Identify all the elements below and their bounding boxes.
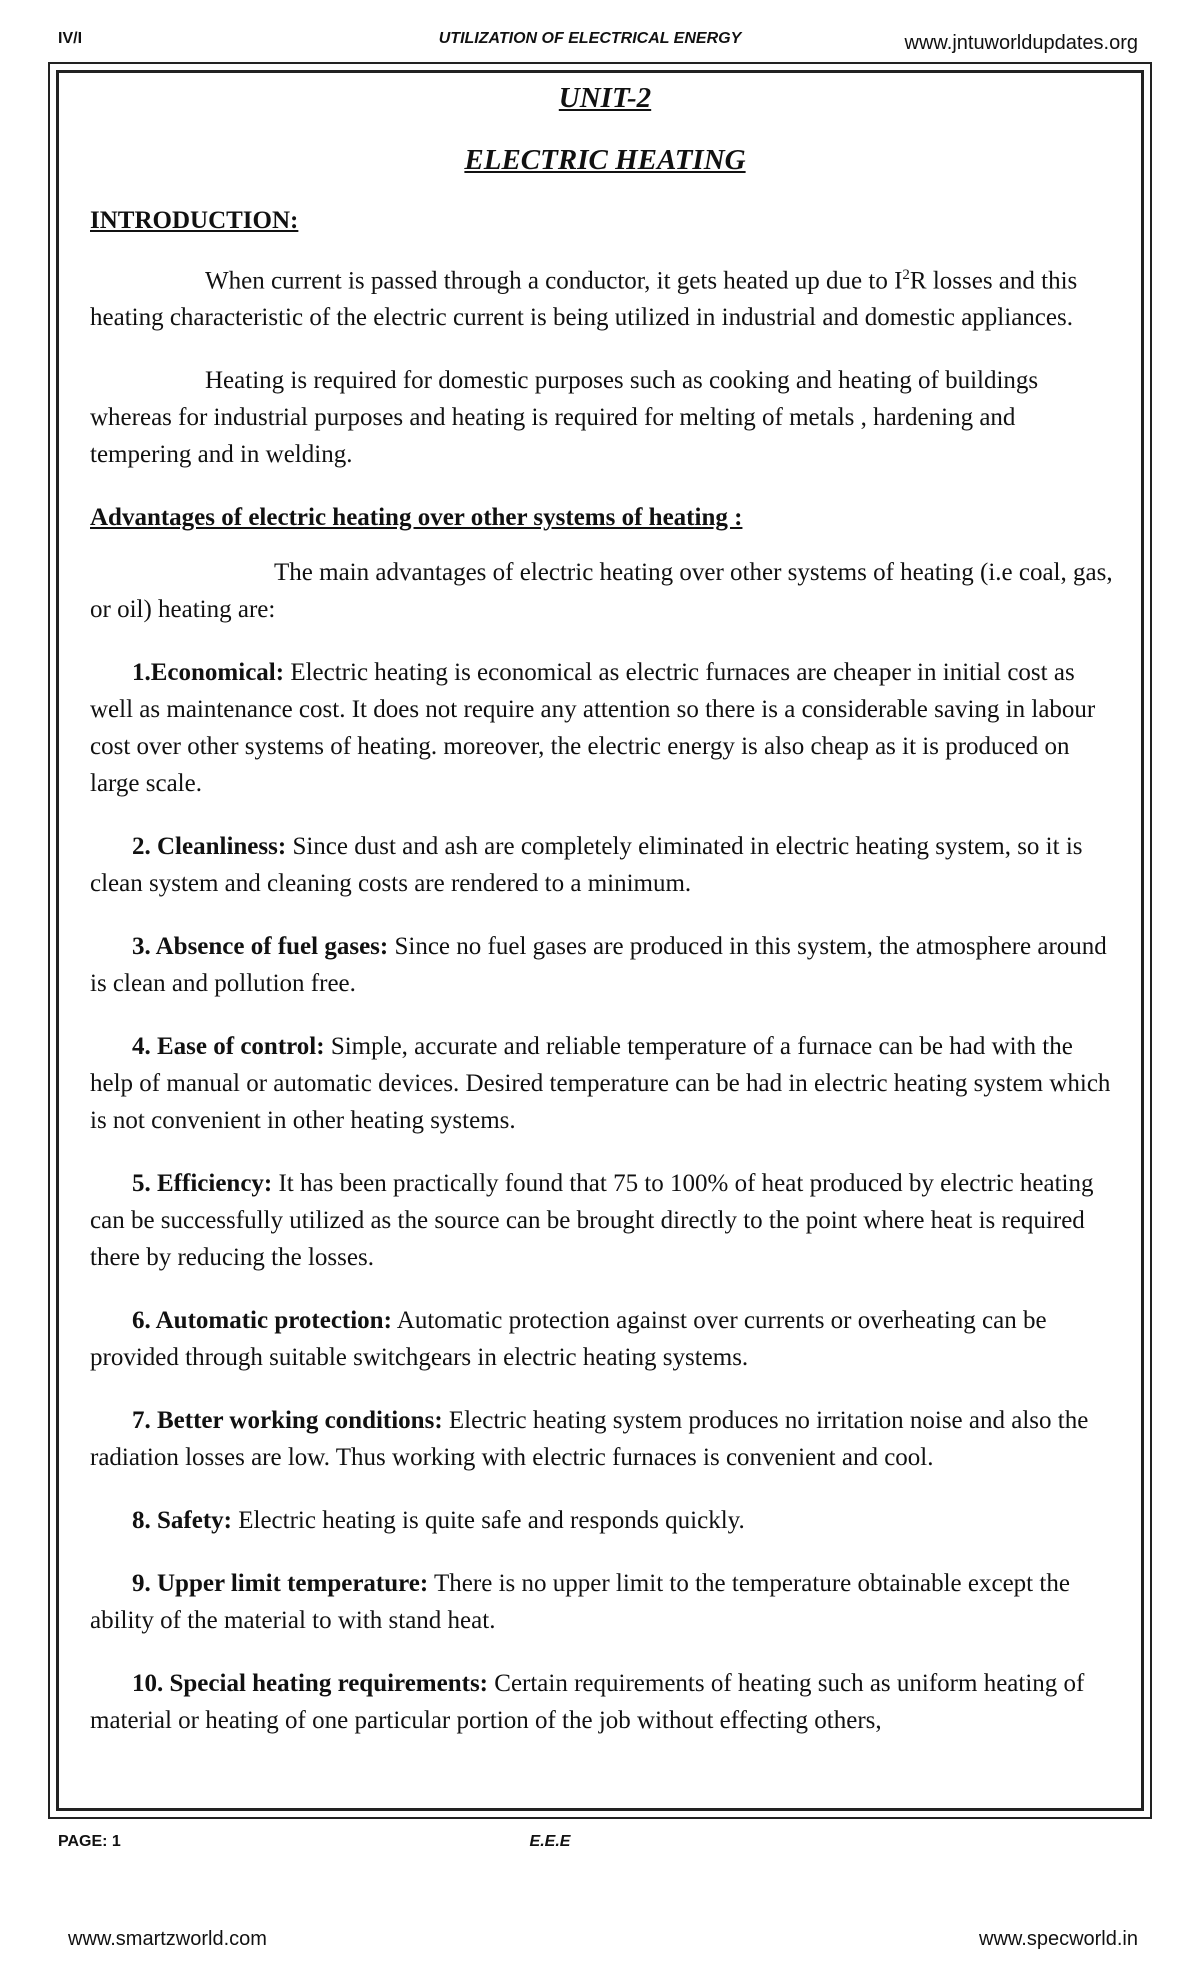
advantages-intro: The main advantages of electric heating over other systems of heating (i.e coal, gas, or oil) heating are: [90,559,1113,624]
unit-heading: UNIT-2 [558,82,652,114]
advantage-item: 3. Absence of fuel gases: Since no fuel gases are produced in this system, the atmosphere around is clean and pollution free. [90,933,1107,998]
intro-paragraph-1: When current is passed through a conductor, it gets heated up due to $I^2R$ losses and this heating characteristic of the electric current is being utilized in industrial and domestic appliances. [90,267,1078,332]
header-subject-title: UTILIZATION OF ELECTRICAL ENERGY [438,30,742,47]
advantage-item: 5. Efficiency: It has been practically found that 75 to 100% of heat produced by electric heating can be successfully utilized as the source can be brought directly to the point where heat is required there by reducing the losses. [90,1170,1094,1272]
document-body [90,78,1120,1765]
introduction-heading: INTRODUCTION: [90,207,299,234]
advantage-item: 10. Special heating requirements: Certain requirements of heating such as uniform heating of material or heating of one particular portion of the job without effecting others, [90,1670,1085,1735]
footer-website-right: www.specworld.in [979,1928,1138,1950]
advantage-item: 4. Ease of control: Simple, accurate and reliable temperature of a furnace can be had with the help of manual or automatic devices. Desired temperature can be had in electric heating system which is not convenient in other heating systems. [90,1033,1111,1135]
advantage-item: 2. Cleanliness: Since dust and ash are completely eliminated in electric heating system, so it is clean system and cleaning costs are rendered to a minimum. [90,833,1083,898]
footer-page-number: PAGE: 1 [58,1833,121,1850]
footer-department: E.E.E [529,1833,571,1850]
header-website: www.jntuworldupdates.org [904,32,1138,54]
advantage-item: 8. Safety: Electric heating is quite safe and responds quickly. [132,1507,745,1535]
advantage-item: 1.Economical: Electric heating is economical as electric furnaces are cheaper in initial cost as well as maintenance cost. It does not require any attention so there is a considerable saving in labour cost over other systems of heating. moreover, the electric energy is also cheap as it is produced on large scale. [90,659,1096,798]
header-course-code: IV/I [58,30,83,47]
advantages-heading: Advantages of electric heating over other systems of heating : [90,504,743,532]
advantage-item: 9. Upper limit temperature: There is no upper limit to the temperature obtainable except the ability of the material to with stand heat. [90,1570,1070,1635]
footer-website-left: www.smartzworld.com [68,1928,267,1950]
advantage-item: 7. Better working conditions: Electric heating system produces no irritation noise and also the radiation losses are low. Thus working with electric furnaces is convenient and cool. [90,1407,1089,1472]
advantage-item: 6. Automatic protection: Automatic protection against over currents or overheating can be provided through suitable switchgears in electric heating systems. [90,1307,1047,1372]
chapter-title: ELECTRIC HEATING [464,144,746,176]
intro-paragraph-2: Heating is required for domestic purposes such as cooking and heating of buildings whereas for industrial purposes and heating is required for melting of metals , hardening and tempering and in welding. [90,367,1039,469]
